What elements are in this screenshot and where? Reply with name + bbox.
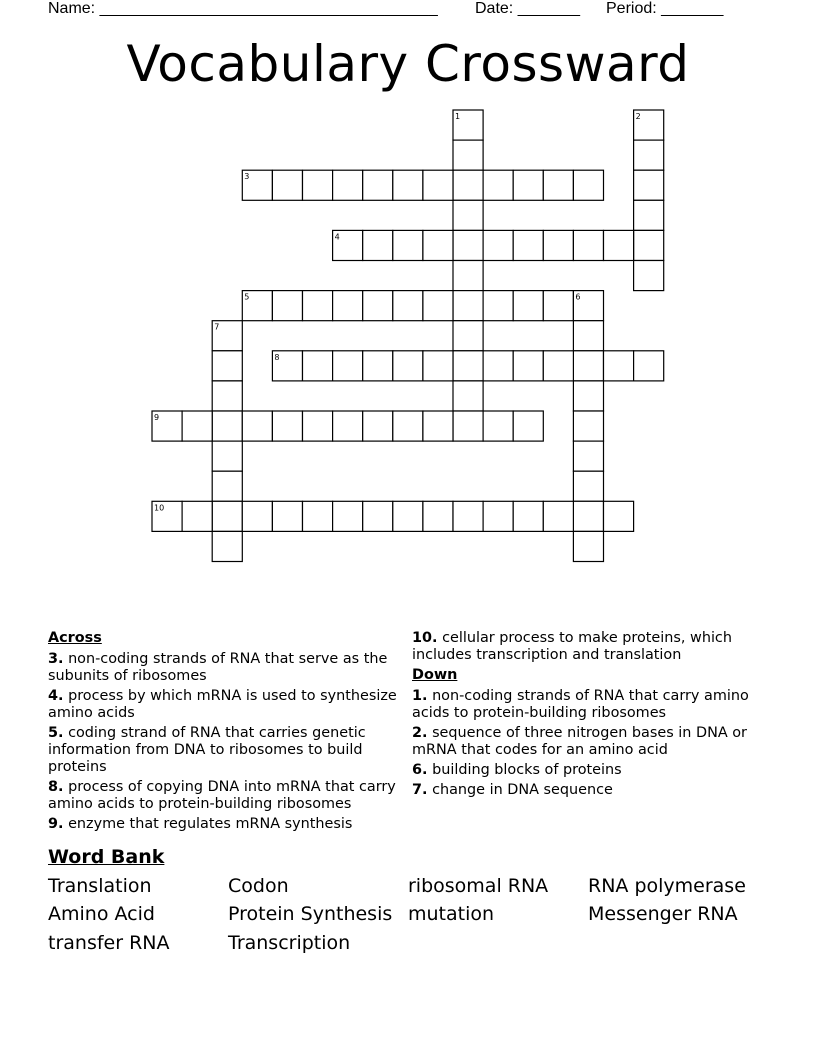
crossword-cell[interactable] <box>423 291 453 321</box>
crossword-cell[interactable] <box>543 170 573 200</box>
crossword-cell[interactable] <box>513 230 543 260</box>
crossword-cell[interactable] <box>423 351 453 381</box>
crossword-cell[interactable] <box>453 501 483 531</box>
crossword-cell[interactable] <box>272 291 302 321</box>
crossword-cell[interactable] <box>483 501 513 531</box>
crossword-cell[interactable] <box>573 411 603 441</box>
cell-number: 5 <box>244 292 250 302</box>
crossword-cell[interactable] <box>393 501 423 531</box>
crossword-cell[interactable] <box>573 441 603 471</box>
crossword-cell[interactable] <box>393 291 423 321</box>
crossword-cell[interactable] <box>423 170 453 200</box>
clues-left-column <box>48 630 408 836</box>
across-clue-5: 5. coding strand of RNA that carries genetic information from DNA to ribosomes to build proteins <box>48 725 366 775</box>
crossword-cell[interactable] <box>453 170 483 200</box>
crossword-cell[interactable] <box>453 351 483 381</box>
crossword-cell[interactable] <box>543 291 573 321</box>
down-clue-1: 1. non-coding strands of RNA that carry amino acids to protein-building ribosomes <box>412 688 749 721</box>
crossword-cell[interactable] <box>573 321 603 351</box>
crossword-cell[interactable] <box>634 170 664 200</box>
crossword-cell[interactable] <box>423 411 453 441</box>
crossword-cell[interactable] <box>573 170 603 200</box>
cell-number: 9 <box>154 413 160 422</box>
down-clue-7: 7. change in DNA sequence <box>412 782 613 798</box>
word-bank-item: Transcription <box>228 932 351 954</box>
crossword-cell[interactable] <box>634 351 664 381</box>
crossword-cell[interactable] <box>212 501 242 531</box>
crossword-cell[interactable] <box>453 200 483 230</box>
crossword-cell[interactable] <box>483 291 513 321</box>
period-field-label[interactable]: Period: _______ <box>606 0 724 17</box>
cell-number: 6 <box>575 292 581 302</box>
crossword-cell[interactable] <box>272 411 302 441</box>
crossword-cell[interactable] <box>272 501 302 531</box>
page-title: Vocabulary Crossward <box>126 35 690 93</box>
crossword-cell[interactable] <box>453 261 483 291</box>
crossword-cell[interactable] <box>212 381 242 411</box>
crossword-cell[interactable] <box>212 411 242 441</box>
name-field-label[interactable]: Name: ______________________________________ <box>48 0 438 17</box>
crossword-cell[interactable] <box>543 501 573 531</box>
crossword-cell[interactable] <box>453 291 483 321</box>
crossword-cell[interactable] <box>363 230 393 260</box>
crossword-cell[interactable] <box>453 381 483 411</box>
crossword-cell[interactable] <box>333 411 363 441</box>
crossword-cell[interactable] <box>363 501 393 531</box>
crossword-cell[interactable] <box>634 200 664 230</box>
crossword-cell[interactable] <box>423 230 453 260</box>
crossword-cell[interactable] <box>483 351 513 381</box>
crossword-cell[interactable] <box>543 351 573 381</box>
crossword-cell[interactable] <box>634 230 664 260</box>
crossword-cell[interactable] <box>634 261 664 291</box>
crossword-cell[interactable] <box>634 140 664 170</box>
word-bank-item: Messenger RNA <box>588 903 738 925</box>
crossword-cell[interactable] <box>573 471 603 501</box>
clues-right-column <box>412 630 762 802</box>
crossword-cell[interactable] <box>513 291 543 321</box>
crossword-cell[interactable] <box>393 411 423 441</box>
crossword-cell[interactable] <box>363 291 393 321</box>
crossword-cell[interactable] <box>272 170 302 200</box>
crossword-cell[interactable] <box>333 291 363 321</box>
across-clue-9: 9. enzyme that regulates mRNA synthesis <box>48 816 353 832</box>
word-bank-item: transfer RNA <box>48 932 170 954</box>
crossword-cell[interactable] <box>212 531 242 561</box>
crossword-cell[interactable] <box>483 230 513 260</box>
crossword-cell[interactable] <box>363 351 393 381</box>
crossword-cell[interactable] <box>453 411 483 441</box>
crossword-cell[interactable] <box>604 351 634 381</box>
cell-number: 4 <box>334 232 340 242</box>
crossword-cell[interactable] <box>303 170 333 200</box>
across-clue-10: 10. cellular process to make proteins, which includes transcription and translation <box>412 630 732 663</box>
crossword-cell[interactable] <box>573 230 603 260</box>
crossword-cell[interactable] <box>303 291 333 321</box>
word-bank-item: Translation <box>48 875 152 897</box>
crossword-cell[interactable] <box>513 351 543 381</box>
crossword-cell[interactable] <box>483 411 513 441</box>
cell-number: 1 <box>455 112 461 121</box>
across-heading: Across <box>48 630 102 646</box>
crossword-cell[interactable] <box>393 170 423 200</box>
across-clue-4: 4. process by which mRNA is used to synthesize amino acids <box>48 688 397 721</box>
crossword-cell[interactable] <box>212 471 242 501</box>
crossword-cell[interactable] <box>453 321 483 351</box>
word-bank-item: RNA polymerase <box>588 875 746 897</box>
crossword-cell[interactable] <box>453 140 483 170</box>
date-field-label[interactable]: Date: _______ <box>475 0 580 17</box>
word-bank-item: Protein Synthesis <box>228 903 393 925</box>
crossword-cell[interactable] <box>513 411 543 441</box>
across-clue-8: 8. process of copying DNA into mRNA that carry amino acids to protein-building ribosomes <box>48 779 396 812</box>
crossword-cell[interactable] <box>604 230 634 260</box>
crossword-cell[interactable] <box>573 351 603 381</box>
crossword-cell[interactable] <box>573 531 603 561</box>
crossword-cell[interactable] <box>543 230 573 260</box>
cell-number: 10 <box>154 503 165 513</box>
word-bank-item: ribosomal RNA <box>408 875 549 897</box>
crossword-cell[interactable] <box>242 501 272 531</box>
crossword-cell[interactable] <box>212 351 242 381</box>
crossword-cell[interactable] <box>303 411 333 441</box>
crossword-cell[interactable] <box>303 501 333 531</box>
down-clue-2: 2. sequence of three nitrogen bases in DNA or mRNA that codes for an amino acid <box>412 725 747 758</box>
cell-number: 7 <box>214 322 220 332</box>
crossword-cell[interactable] <box>333 170 363 200</box>
crossword-cell[interactable] <box>333 351 363 381</box>
crossword-cell[interactable] <box>182 411 212 441</box>
crossword-cell[interactable] <box>513 170 543 200</box>
down-heading: Down <box>412 667 458 683</box>
crossword-cell[interactable] <box>393 230 423 260</box>
word-bank-title: Word Bank <box>48 846 165 868</box>
crossword-cell[interactable] <box>363 411 393 441</box>
crossword-cell[interactable] <box>303 351 333 381</box>
crossword-cell[interactable] <box>363 170 393 200</box>
crossword-cell[interactable] <box>573 501 603 531</box>
across-clue-3: 3. non-coding strands of RNA that serve as the subunits of ribosomes <box>48 651 388 684</box>
cell-number: 3 <box>244 172 250 182</box>
word-bank-item: Amino Acid <box>48 903 155 925</box>
word-bank-item: mutation <box>408 903 495 925</box>
crossword-cell[interactable] <box>453 230 483 260</box>
crossword-cell[interactable] <box>212 441 242 471</box>
word-bank-item: Codon <box>228 875 289 897</box>
down-clue-6: 6. building blocks of proteins <box>412 762 622 778</box>
crossword-cell[interactable] <box>604 501 634 531</box>
cell-number: 8 <box>274 352 280 362</box>
crossword-cell[interactable] <box>573 381 603 411</box>
crossword-cell[interactable] <box>483 170 513 200</box>
crossword-cell[interactable] <box>393 351 423 381</box>
crossword-cell[interactable] <box>242 411 272 441</box>
crossword-cell[interactable] <box>423 501 453 531</box>
crossword-cell[interactable] <box>182 501 212 531</box>
cell-number: 2 <box>635 112 641 121</box>
crossword-cell[interactable] <box>333 501 363 531</box>
crossword-cell[interactable] <box>513 501 543 531</box>
